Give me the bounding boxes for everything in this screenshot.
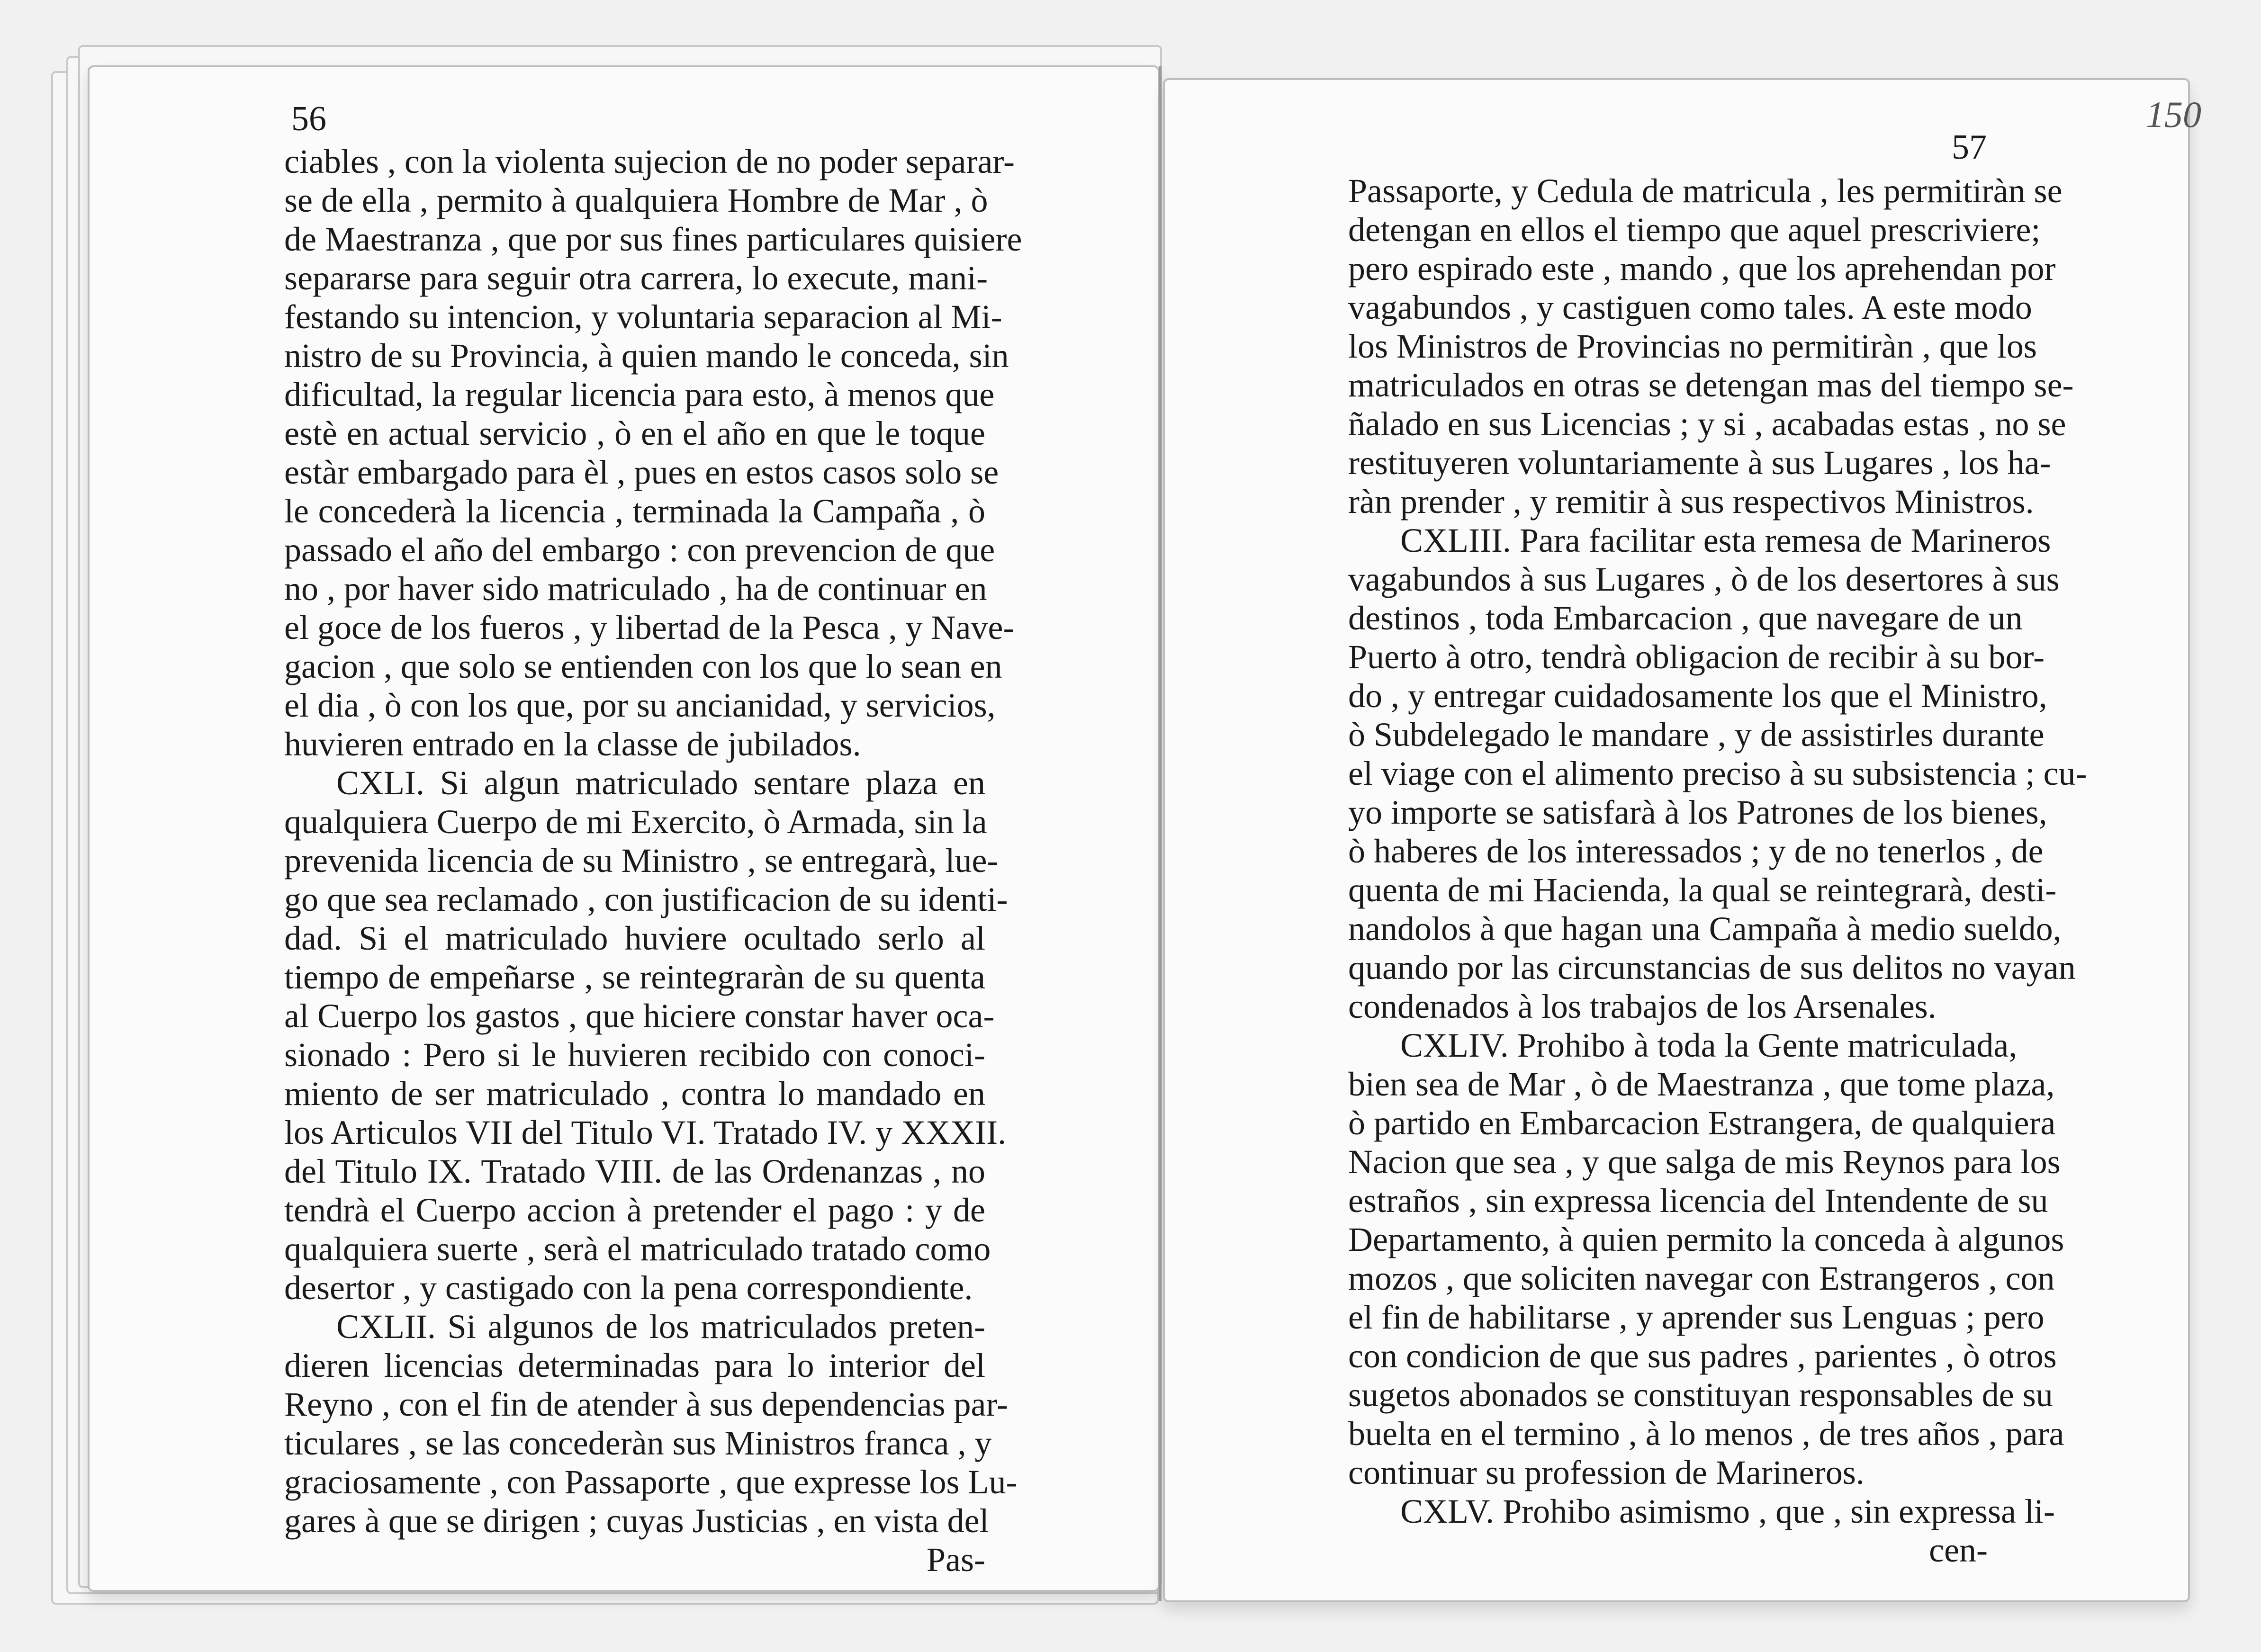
text-line: gacion , que solo se entienden con los que lo sean en xyxy=(284,647,1002,685)
text-line: pero espirado este , mando , que los aprehendan por xyxy=(1348,250,2056,287)
text-line: festando su intencion, y voluntaria separacion al Mi- xyxy=(284,298,1002,336)
text-line: CXLIV. Prohibo à toda la Gente matriculada, xyxy=(1400,1026,2018,1064)
text-line: el fin de habilitarse , y aprender sus Lenguas ; pero xyxy=(1348,1298,2045,1336)
text-line: dad. Si el matriculado huviere ocultado serlo al xyxy=(284,919,985,957)
text-line: el viage con el alimento preciso à su subsistencia ; cu- xyxy=(1348,754,2087,792)
text-line: passado el año del embargo : con prevencion de que xyxy=(284,531,995,569)
right-page-number: 57 xyxy=(1952,128,1987,167)
text-line: bien sea de Mar , ò de Maestranza , que tome plaza, xyxy=(1348,1065,2055,1103)
text-line: CXLIII. Para facilitar esta remesa de Marineros xyxy=(1400,521,2051,559)
handwritten-folio-number: 150 xyxy=(2146,94,2201,135)
text-line: destinos , toda Embarcacion , que navegare de un xyxy=(1348,599,2023,637)
text-line: huvieren entrado en la classe de jubilados. xyxy=(284,725,861,763)
text-line: vagabundos , y castiguen como tales. A este modo xyxy=(1348,288,2032,326)
text-line: miento de ser matriculado , contra lo mandado en xyxy=(284,1075,985,1113)
text-line: CXLI. Si algun matriculado sentare plaza en xyxy=(336,764,985,802)
catchword: cen- xyxy=(1929,1531,1988,1569)
text-line: yo importe se satisfarà à los Patrones de los bienes, xyxy=(1348,793,2047,831)
right-page-text xyxy=(1348,171,2087,1570)
text-line: separarse para seguir otra carrera, lo execute, mani- xyxy=(284,259,988,297)
text-line: sionado : Pero si le huvieren recibido con conoci- xyxy=(284,1036,985,1074)
text-line: estè en actual servicio , ò en el año en que le toque xyxy=(284,414,985,452)
text-line: al Cuerpo los gastos , que hiciere constar haver oca- xyxy=(284,997,995,1035)
text-line: quando por las circunstancias de sus delitos no vayan xyxy=(1348,949,2076,987)
text-line: Departamento, à quien permito la conceda à algunos xyxy=(1348,1221,2064,1258)
text-line: do , y entregar cuidadosamente los que el Ministro, xyxy=(1348,677,2047,715)
text-line: CXLV. Prohibo asimismo , que , sin expressa li- xyxy=(1400,1492,2055,1530)
text-line: continuar su profession de Marineros. xyxy=(1348,1454,1865,1491)
text-line: desertor , y castigado con la pena correspondiente. xyxy=(284,1269,973,1307)
text-line: le concederà la licencia , terminada la Campaña , ò xyxy=(284,492,985,530)
text-line: ñalado en sus Licencias ; y si , acabadas estas , no se xyxy=(1348,405,2066,443)
text-line: Nacion que sea , y que salga de mis Reynos para los xyxy=(1348,1143,2061,1181)
text-line: se de ella , permito à qualquiera Hombre de Mar , ò xyxy=(284,181,988,219)
text-line: qualquiera Cuerpo de mi Exercito, ò Armada, sin la xyxy=(284,803,987,841)
text-line: go que sea reclamado , con justificacion de su identi- xyxy=(284,880,1008,918)
text-line: dificultad, la regular licencia para esto, à menos que xyxy=(284,376,995,413)
text-line: tiempo de empeñarse , se reintegraràn de su quenta xyxy=(284,958,985,996)
text-line: tendrà el Cuerpo accion à pretender el pago : y de xyxy=(284,1191,985,1229)
text-line: ò haberes de los interessados ; y de no tenerlos , de xyxy=(1348,832,2044,870)
text-line: vagabundos à sus Lugares , ò de los desertores à sus xyxy=(1348,560,2060,598)
catchword: Pas- xyxy=(927,1541,985,1579)
text-line: ràn prender , y remitir à sus respectivos Ministros. xyxy=(1348,483,2034,521)
text-line: condenados à los trabajos de los Arsenales. xyxy=(1348,988,1937,1025)
text-line: Passaporte, y Cedula de matricula , les permitiràn se xyxy=(1348,172,2063,210)
left-page-text xyxy=(284,142,1022,1579)
text-line: ò partido en Embarcacion Estrangera, de qualquiera xyxy=(1348,1104,2056,1142)
text-line: buelta en el termino , à lo menos , de tres años , para xyxy=(1348,1415,2064,1453)
text-line: los Articulos VII del Titulo VI. Tratado IV. y XXXII. xyxy=(284,1113,1007,1151)
text-line: ciables , con la violenta sujecion de no poder separar- xyxy=(284,143,1015,180)
text-line: con condicion de que sus padres , parientes , ò otros xyxy=(1348,1337,2057,1375)
text-line: detengan en ellos el tiempo que aquel prescriviere; xyxy=(1348,211,2041,249)
left-page-number: 56 xyxy=(291,99,326,138)
text-line: CXLII. Si algunos de los matriculados preten- xyxy=(336,1308,985,1346)
book-gutter xyxy=(1159,66,1162,1601)
text-line: del Titulo IX. Tratado VIII. de las Ordenanzas , no xyxy=(284,1152,985,1190)
text-line: ò Subdelegado le mandare , y de assistirles durante xyxy=(1348,716,2045,754)
text-line: dieren licencias determinadas para lo interior del xyxy=(284,1347,985,1384)
text-line: ticulares , se las concederàn sus Ministros franca , y xyxy=(284,1424,992,1462)
text-line: no , por haver sido matriculado , ha de continuar en xyxy=(284,570,987,608)
text-line: mozos , que soliciten navegar con Estrangeros , con xyxy=(1348,1259,2055,1297)
text-line: de Maestranza , que por sus fines particulares quisiere xyxy=(284,220,1022,258)
text-line: los Ministros de Provincias no permitiràn , que los xyxy=(1348,327,2037,365)
text-line: matriculados en otras se detengan mas del tiempo se- xyxy=(1348,366,2074,404)
text-line: estraños , sin expressa licencia del Intendente de su xyxy=(1348,1182,2048,1220)
text-line: Puerto à otro, tendrà obligacion de recibir à su bor- xyxy=(1348,638,2045,676)
text-line: quenta de mi Hacienda, la qual se reintegrarà, desti- xyxy=(1348,871,2057,909)
text-line: el goce de los fueros , y libertad de la Pesca , y Nave- xyxy=(284,609,1015,646)
text-line: estàr embargado para èl , pues en estos casos solo se xyxy=(284,453,999,491)
text-line: Reyno , con el fin de atender à sus dependencias par- xyxy=(284,1385,1008,1423)
text-line: el dia , ò con los que, por su ancianidad, y servicios, xyxy=(284,686,996,724)
text-line: qualquiera suerte , serà el matriculado tratado como xyxy=(284,1230,991,1268)
text-line: gares à que se dirigen ; cuyas Justicias , en vista del xyxy=(284,1502,989,1540)
text-line: nandolos à que hagan una Campaña à medio sueldo, xyxy=(1348,910,2062,948)
text-line: graciosamente , con Passaporte , que expresse los Lu- xyxy=(284,1463,1018,1501)
text-line: nistro de su Provincia, à quien mando le conceda, sin xyxy=(284,337,1009,375)
text-line: prevenida licencia de su Ministro , se entregarà, lue- xyxy=(284,842,999,880)
text-line: restituyeren voluntariamente à sus Lugares , los ha- xyxy=(1348,444,2051,482)
text-line: sugetos abonados se constituyan responsables de su xyxy=(1348,1376,2053,1414)
